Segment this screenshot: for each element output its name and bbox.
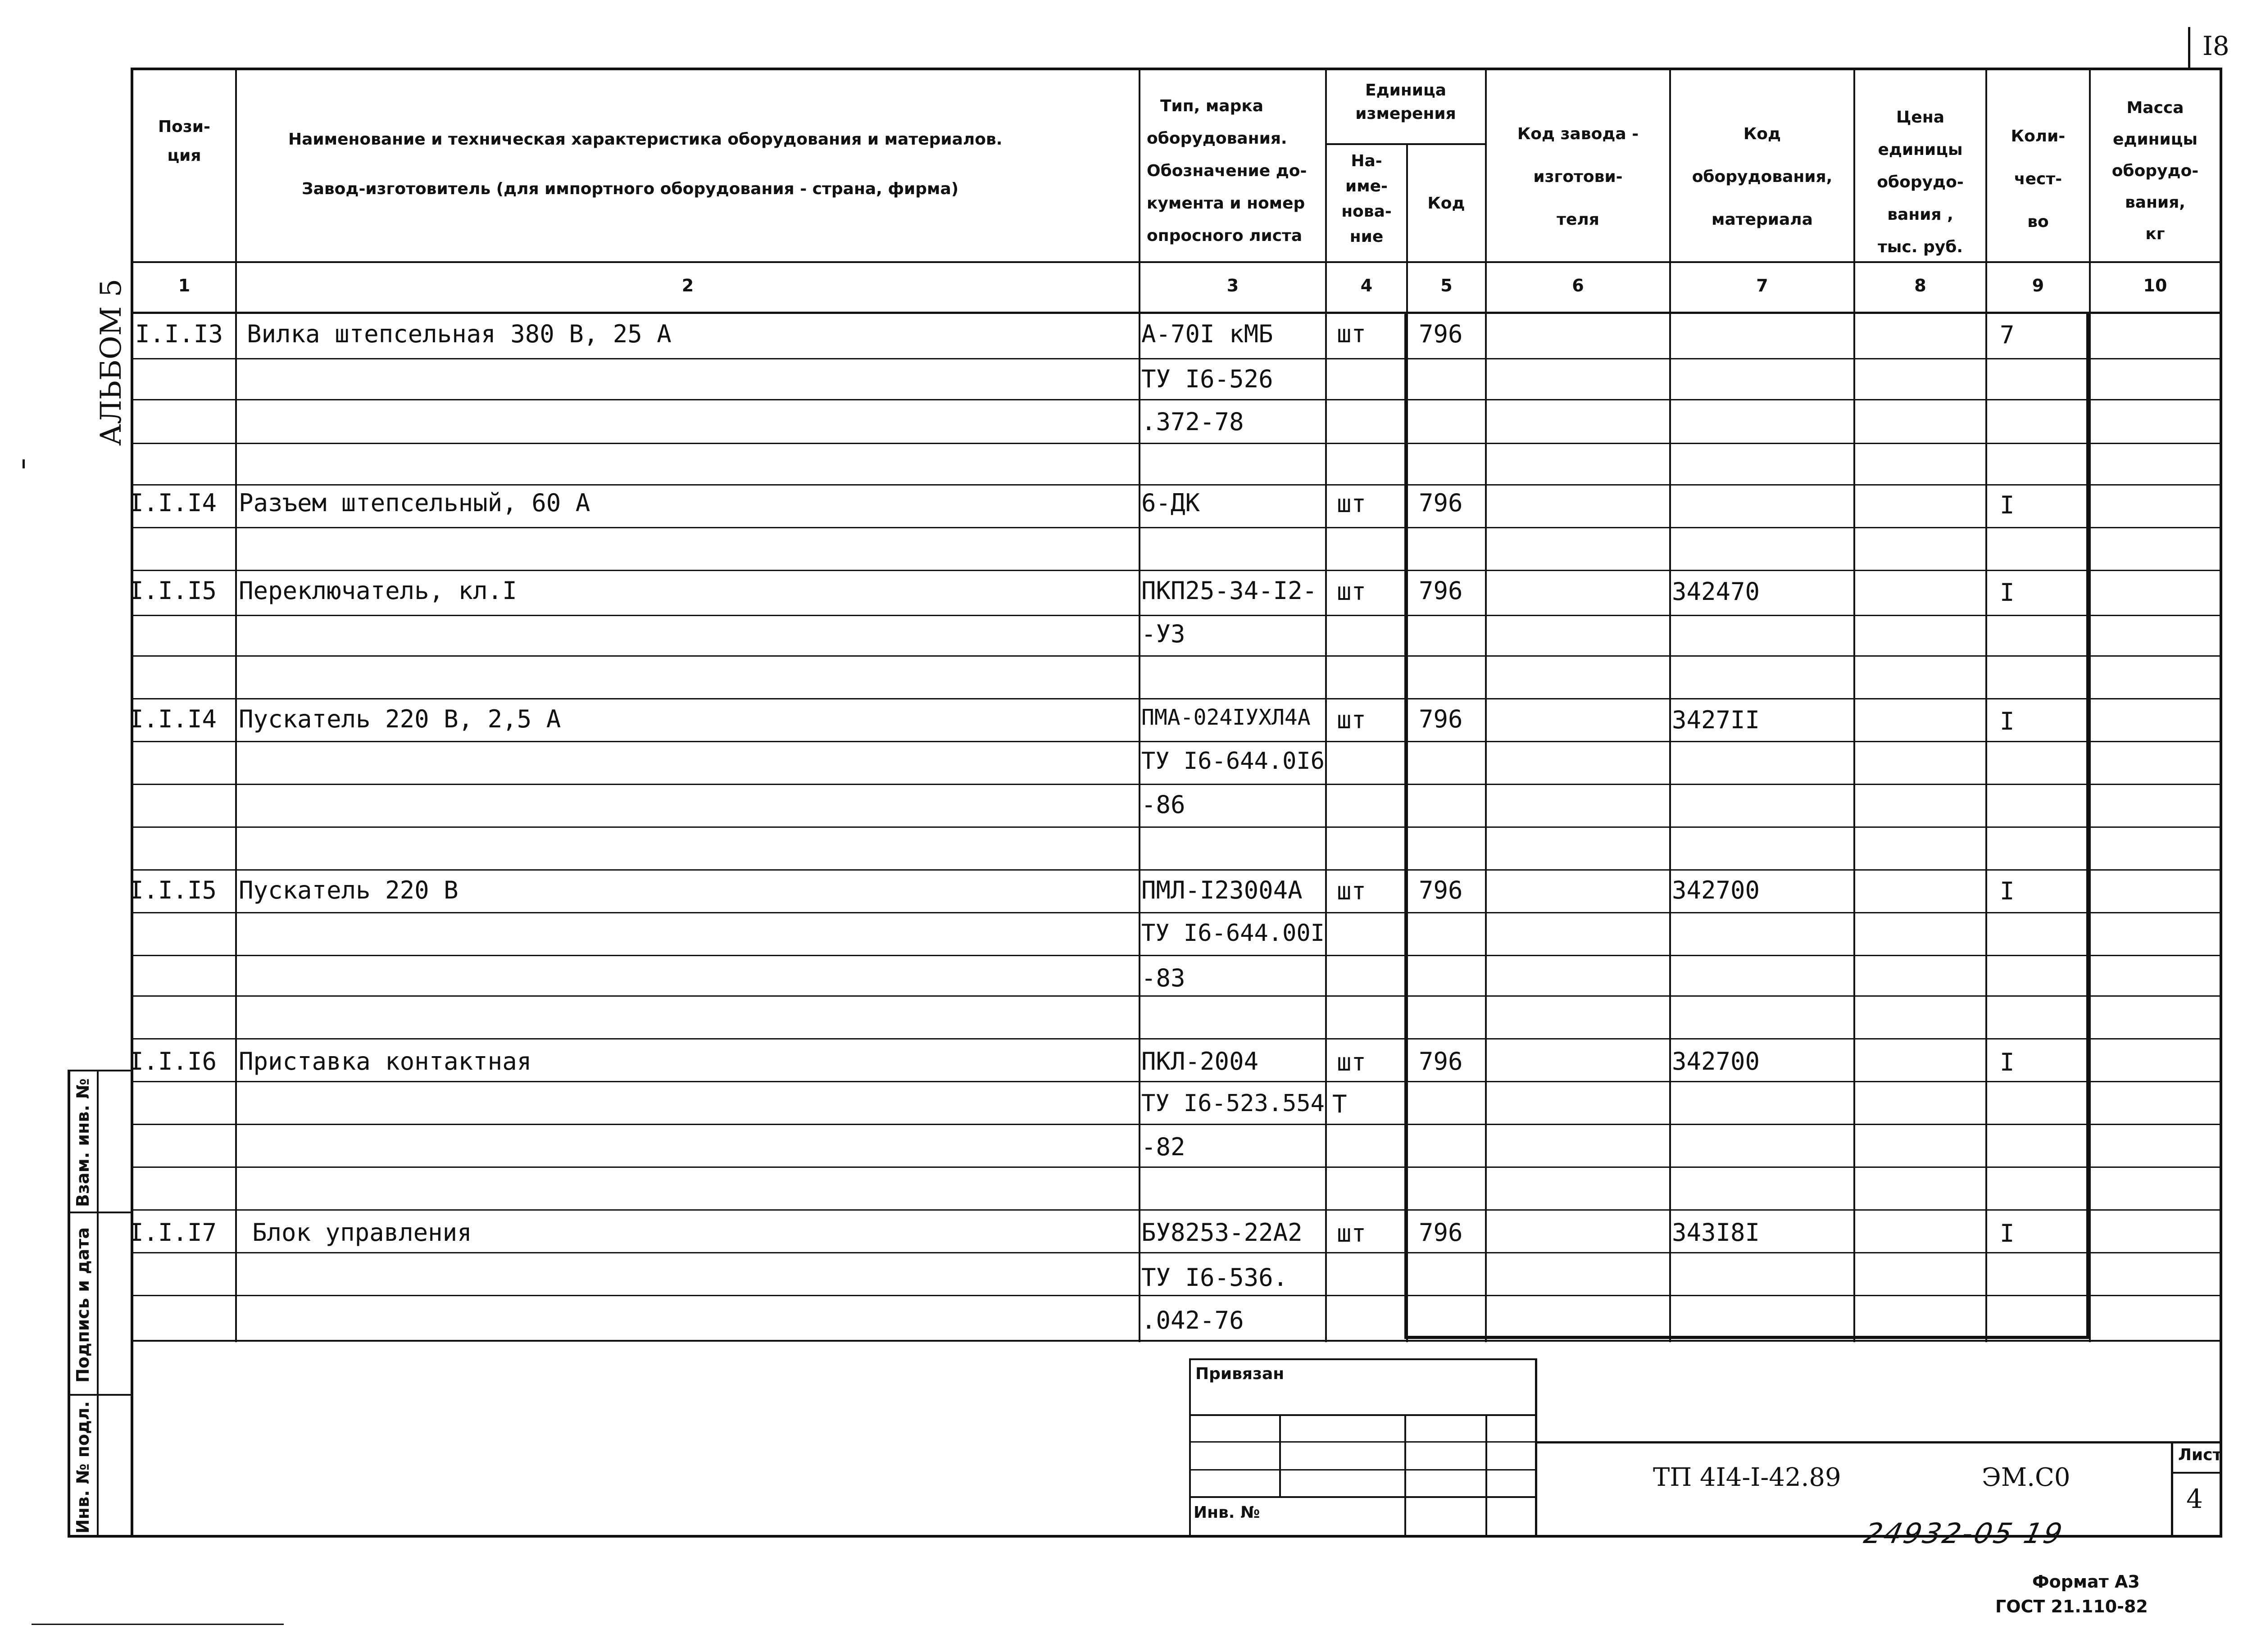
column-number: 7 — [1756, 276, 1768, 295]
item-type: ПКП25-34-I2- — [1141, 576, 1317, 605]
stamp-signature-date: Подпись и дата — [73, 1227, 93, 1383]
item-type: 6-ДК — [1141, 489, 1200, 517]
item-name: Разъем штепсельный, 60 А — [239, 489, 590, 517]
column-number: 4 — [1360, 276, 1373, 295]
item-position: I.I.I6 — [129, 1047, 217, 1076]
item-type: А-70I кМБ — [1141, 320, 1273, 348]
item-type: -82 — [1141, 1133, 1185, 1161]
item-name: Вилка штепсельная 380 В, 25 А — [247, 320, 672, 348]
album-label: АЛЬБОМ 5 — [95, 278, 128, 446]
column-number: 1 — [178, 276, 191, 295]
stamp-replace-inv: Взам. инв. № — [73, 1078, 93, 1207]
item-position: I.I.I5 — [129, 876, 217, 904]
item-type: .372-78 — [1141, 408, 1244, 436]
item-type: .042-76 — [1141, 1306, 1244, 1334]
item-position: I.I.I5 — [129, 576, 217, 605]
item-unit: шт — [1337, 1048, 1367, 1076]
gost-label: ГОСТ 21.110-82 — [1995, 1597, 2148, 1616]
item-type: ПМЛ-I23004А — [1141, 876, 1303, 904]
doc-code: ТП 4I4-I-42.89 — [1653, 1463, 1841, 1492]
item-equip-code: 342470 — [1672, 577, 1760, 606]
header-price: Цена единицы оборудо- вания , тыс. руб. — [1877, 108, 1964, 256]
doc-mark: ЭМ.С0 — [1982, 1463, 2070, 1492]
item-type: ТУ I6-523.554 — [1141, 1090, 1325, 1117]
column-number: 5 — [1440, 276, 1453, 295]
bound-label: Привязан — [1195, 1365, 1285, 1383]
item-unit-extra: Т — [1332, 1090, 1347, 1118]
header-type: Тип, марка оборудования. Обозначение до- кумента и номер опросного листа — [1147, 97, 1307, 245]
item-unit: шт — [1337, 877, 1367, 905]
column-number: 6 — [1572, 276, 1584, 295]
sheet-label: Лист — [2178, 1446, 2222, 1464]
item-position: I.I.I4 — [129, 705, 217, 733]
handwritten-number: 24932-05 19 — [1861, 1517, 2067, 1550]
header-equipment-code: Код оборудования, материала — [1692, 125, 1833, 229]
item-code: 796 — [1419, 876, 1463, 904]
inv-label: Инв. № — [1194, 1503, 1260, 1522]
item-unit: шт — [1337, 1219, 1367, 1248]
column-number: 3 — [1226, 276, 1239, 295]
item-position: I.I.I4 — [129, 489, 217, 517]
stamp-original-inv: Инв. № подл. — [73, 1401, 93, 1534]
column-number: 2 — [681, 276, 694, 295]
header-position: Пози- ция — [158, 118, 210, 165]
item-qty: I — [2000, 1219, 2015, 1248]
item-unit: шт — [1337, 706, 1367, 734]
item-unit: шт — [1337, 320, 1367, 348]
item-code: 796 — [1419, 489, 1463, 517]
item-type: ТУ I6-526 — [1141, 365, 1273, 393]
item-code: 796 — [1419, 705, 1463, 733]
item-code: 796 — [1419, 1218, 1463, 1247]
item-qty: I — [2000, 491, 2015, 519]
item-equip-code: 342700 — [1672, 876, 1760, 904]
header-mass: Масса единицы оборудо- вания, кг — [2111, 99, 2199, 243]
item-name: Пускатель 220 В — [239, 876, 459, 904]
item-qty: I — [2000, 1048, 2015, 1076]
sheet-number-top: I8 — [2202, 31, 2229, 61]
item-type: ТУ I6-536. — [1141, 1263, 1288, 1292]
item-qty: I — [2000, 578, 2015, 607]
sheet-number: 4 — [2186, 1484, 2203, 1514]
column-number: 9 — [2032, 276, 2044, 295]
column-number: 10 — [2143, 276, 2167, 295]
item-name: Пускатель 220 В, 2,5 А — [239, 705, 561, 733]
item-code: 796 — [1419, 320, 1463, 348]
item-code: 796 — [1419, 1047, 1463, 1076]
item-type: -86 — [1141, 790, 1185, 819]
item-qty: 7 — [2000, 321, 2015, 349]
header-unit: Единица измерения — [1355, 81, 1456, 123]
format-label: Формат А3 — [2032, 1572, 2140, 1592]
item-unit: шт — [1337, 577, 1367, 606]
item-name: Блок управления — [252, 1218, 472, 1247]
item-type: ПКЛ-2004 — [1141, 1047, 1259, 1076]
item-equip-code: 342700 — [1672, 1047, 1760, 1076]
item-name: Переключатель, кл.I — [239, 576, 517, 605]
item-type: -83 — [1141, 964, 1185, 992]
item-type: -У3 — [1141, 620, 1185, 648]
header-maker-code: Код завода - изготови- теля — [1517, 125, 1639, 229]
item-type: БУ8253-22А2 — [1141, 1218, 1303, 1247]
header-unit-code: Код — [1427, 194, 1465, 213]
item-position: I.I.I7 — [129, 1218, 217, 1247]
item-type: ТУ I6-644.0I6 — [1141, 748, 1325, 775]
item-equip-code: 343I8I — [1672, 1218, 1760, 1247]
header-quantity: Коли- чест- во — [2011, 127, 2066, 231]
item-type: ТУ I6-644.00I — [1141, 920, 1325, 947]
item-position: I.I.I3 — [135, 320, 223, 348]
header-unit-name: На- име- нова- ние — [1341, 152, 1392, 246]
item-unit: шт — [1337, 490, 1367, 518]
item-qty: I — [2000, 707, 2015, 735]
header-name: Наименование и техническая характеристика оборудования и материалов. Завод-изготовитель (для импортного оборудования - страна, фирма) — [288, 130, 1003, 198]
item-code: 796 — [1419, 576, 1463, 605]
item-equip-code: 3427II — [1672, 706, 1760, 734]
item-name: Приставка контактная — [239, 1047, 532, 1076]
item-qty: I — [2000, 877, 2015, 905]
item-type: ПМА-024IУХЛ4А — [1141, 705, 1311, 730]
column-number: 8 — [1914, 276, 1926, 295]
